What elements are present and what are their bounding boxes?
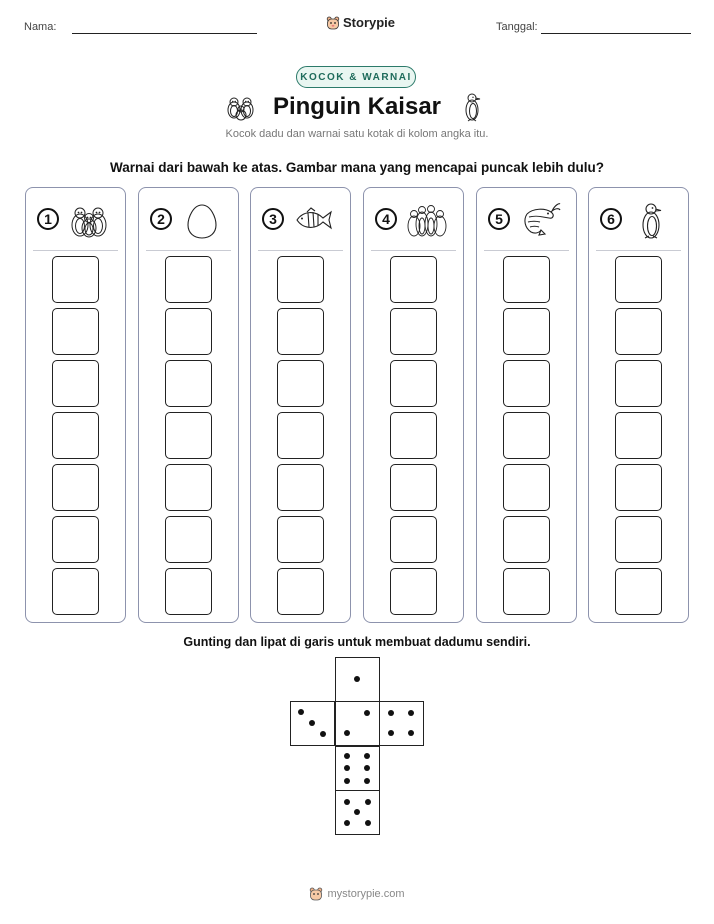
coloring-box[interactable] xyxy=(165,360,212,407)
emperor-penguin-title-icon xyxy=(460,91,484,123)
dice-pip xyxy=(364,710,370,716)
column-number: 2 xyxy=(150,208,172,230)
coloring-box[interactable] xyxy=(615,516,662,563)
column-divider xyxy=(484,250,569,251)
brand-name: Storypie xyxy=(343,15,396,30)
coloring-box[interactable] xyxy=(503,308,550,355)
coloring-box[interactable] xyxy=(165,516,212,563)
coloring-box[interactable] xyxy=(503,256,550,303)
name-label: Nama: xyxy=(24,21,57,33)
column-5 xyxy=(476,187,577,623)
coloring-instruction: Warnai dari bawah ke atas. Gambar mana yang mencapai puncak lebih dulu? xyxy=(110,160,604,175)
coloring-box[interactable] xyxy=(52,360,99,407)
coloring-box[interactable] xyxy=(277,360,324,407)
coloring-box[interactable] xyxy=(277,412,324,459)
coloring-box[interactable] xyxy=(615,256,662,303)
dice-pip xyxy=(388,710,394,716)
dice-pip xyxy=(354,676,360,682)
dice-pip xyxy=(365,820,371,826)
column-number: 1 xyxy=(37,208,59,230)
dice-pip xyxy=(388,730,394,736)
penguin-group-icon xyxy=(68,200,110,240)
dice-face xyxy=(335,657,380,702)
dice-pip xyxy=(344,765,350,771)
footer-url: mystorypie.com xyxy=(327,888,405,900)
coloring-box[interactable] xyxy=(52,464,99,511)
column-3 xyxy=(250,187,351,623)
page-title: Pinguin Kaisar xyxy=(272,93,442,120)
penguin-huddle-icon xyxy=(406,200,448,240)
dice-face xyxy=(379,701,424,746)
dice-pip xyxy=(298,709,304,715)
column-number: 6 xyxy=(600,208,622,230)
coloring-box[interactable] xyxy=(277,308,324,355)
dice-pip xyxy=(364,753,370,759)
column-divider xyxy=(33,250,118,251)
coloring-box[interactable] xyxy=(390,568,437,615)
dice-instruction: Gunting dan lipat di garis untuk membuat dadumu sendiri. xyxy=(183,635,531,649)
name-line[interactable] xyxy=(72,33,257,34)
column-number: 3 xyxy=(262,208,284,230)
dice-pip xyxy=(344,778,350,784)
coloring-box[interactable] xyxy=(390,256,437,303)
storypie-mascot-icon xyxy=(309,887,323,901)
coloring-box[interactable] xyxy=(615,568,662,615)
coloring-box[interactable] xyxy=(390,464,437,511)
storypie-mascot-icon xyxy=(326,16,340,30)
dice-face xyxy=(335,790,380,835)
coloring-box[interactable] xyxy=(165,308,212,355)
coloring-box[interactable] xyxy=(52,412,99,459)
coloring-box[interactable] xyxy=(503,412,550,459)
dice-pip xyxy=(408,710,414,716)
column-divider xyxy=(371,250,456,251)
column-1 xyxy=(25,187,126,623)
column-2 xyxy=(138,187,239,623)
coloring-box[interactable] xyxy=(165,464,212,511)
column-divider xyxy=(596,250,681,251)
dice-pip xyxy=(344,730,350,736)
brand-logo xyxy=(326,15,395,30)
coloring-box[interactable] xyxy=(390,308,437,355)
coloring-box[interactable] xyxy=(390,360,437,407)
fish-icon xyxy=(293,200,335,240)
coloring-box[interactable] xyxy=(390,412,437,459)
dice-face xyxy=(335,746,380,791)
dice-pip xyxy=(344,820,350,826)
coloring-box[interactable] xyxy=(52,308,99,355)
coloring-box[interactable] xyxy=(277,464,324,511)
dice-pip xyxy=(364,778,370,784)
dice-pip xyxy=(408,730,414,736)
coloring-box[interactable] xyxy=(52,568,99,615)
coloring-box[interactable] xyxy=(503,516,550,563)
coloring-box[interactable] xyxy=(503,360,550,407)
coloring-box[interactable] xyxy=(165,568,212,615)
coloring-box[interactable] xyxy=(277,256,324,303)
coloring-box[interactable] xyxy=(615,464,662,511)
dice-pip xyxy=(354,809,360,815)
coloring-box[interactable] xyxy=(503,568,550,615)
dice-pip xyxy=(364,765,370,771)
coloring-box[interactable] xyxy=(277,516,324,563)
coloring-box[interactable] xyxy=(615,412,662,459)
page-subtitle: Kocok dadu dan warnai satu kotak di kolom angka itu. xyxy=(225,128,489,140)
dice-pip xyxy=(320,731,326,737)
coloring-box[interactable] xyxy=(615,360,662,407)
coloring-box[interactable] xyxy=(390,516,437,563)
dice-net[interactable] xyxy=(290,657,425,835)
egg-icon xyxy=(181,200,223,240)
column-divider xyxy=(146,250,231,251)
column-number: 5 xyxy=(488,208,510,230)
coloring-box[interactable] xyxy=(52,516,99,563)
emperor-penguin-icon xyxy=(631,200,673,240)
column-4 xyxy=(363,187,464,623)
date-line[interactable] xyxy=(541,33,691,34)
column-6 xyxy=(588,187,689,623)
shrimp-icon xyxy=(519,200,561,240)
coloring-box[interactable] xyxy=(165,256,212,303)
dice-face xyxy=(290,701,335,746)
coloring-box[interactable] xyxy=(615,308,662,355)
coloring-box[interactable] xyxy=(277,568,324,615)
dice-pip xyxy=(309,720,315,726)
coloring-box[interactable] xyxy=(503,464,550,511)
activity-badge: KOCOK & WARNAI xyxy=(296,66,416,88)
dice-face xyxy=(335,701,380,746)
dice-pip xyxy=(344,799,350,805)
date-label: Tanggal: xyxy=(496,21,538,33)
dice-pip xyxy=(365,799,371,805)
footer xyxy=(0,887,714,901)
coloring-box[interactable] xyxy=(165,412,212,459)
column-number: 4 xyxy=(375,208,397,230)
column-divider xyxy=(258,250,343,251)
dice-pip xyxy=(344,753,350,759)
coloring-box[interactable] xyxy=(52,256,99,303)
